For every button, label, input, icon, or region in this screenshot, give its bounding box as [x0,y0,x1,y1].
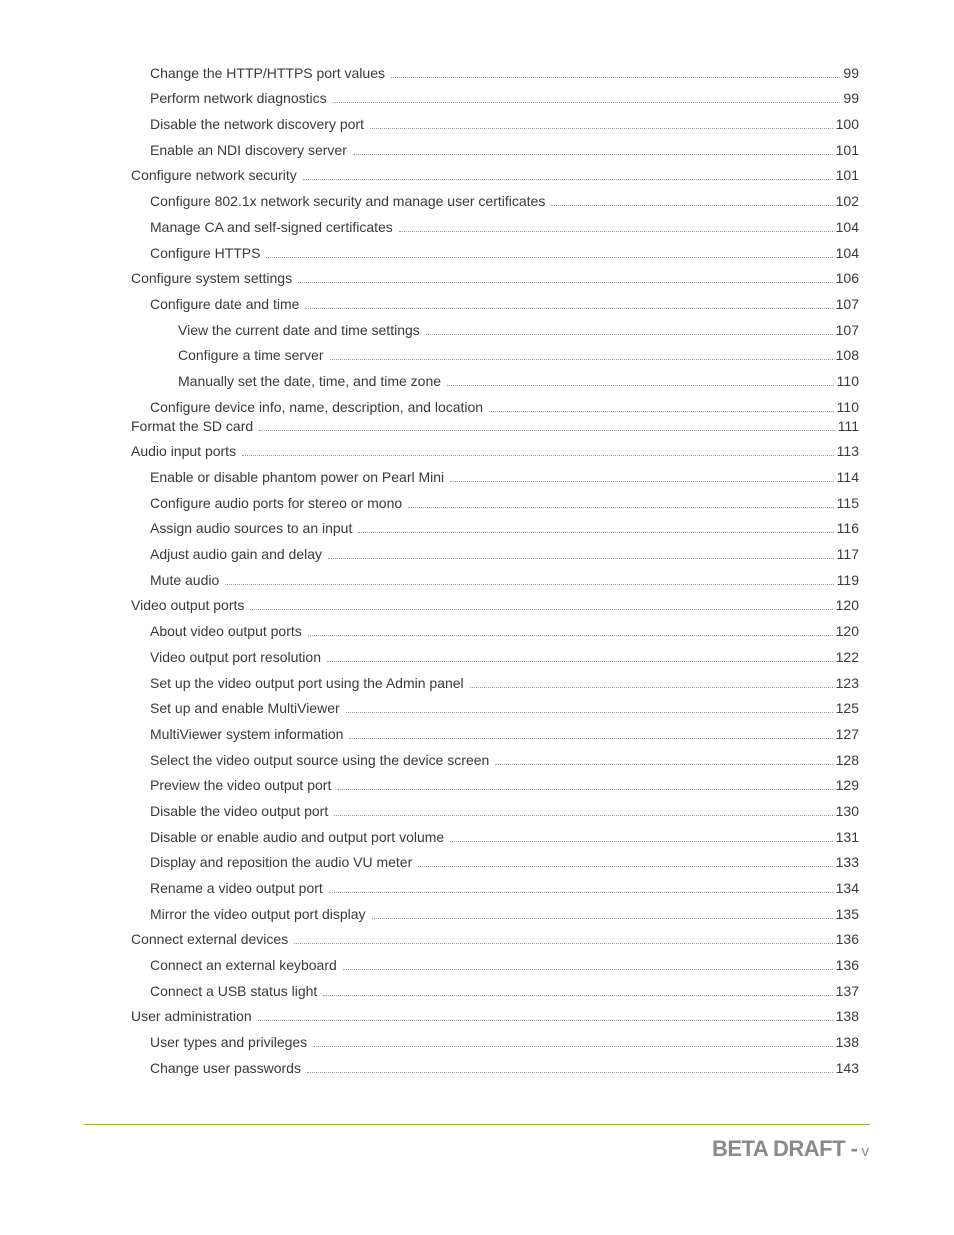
toc-entry-title: Configure a time server [178,347,324,364]
draft-label: BETA DRAFT - [711,1136,858,1161]
toc-link[interactable] [131,167,859,184]
toc-entry[interactable] [131,769,859,795]
toc-entry[interactable] [131,416,859,435]
toc-entry-title: Disable the video output port [150,802,329,819]
toc-entry-page-number: 111 [837,417,859,434]
toc-entry[interactable] [131,339,859,365]
toc-entry[interactable] [131,512,859,538]
toc-link[interactable] [150,1060,859,1077]
toc-dot-leader [327,660,833,662]
toc-dot-leader [450,840,832,842]
toc-entry[interactable] [131,897,859,923]
toc-link[interactable] [150,65,859,82]
toc-link[interactable] [150,700,859,717]
toc-entry-title: Display and reposition the audio VU meter [150,854,413,871]
toc-entry-title: Connect external devices [131,931,289,948]
toc-entry[interactable] [131,56,859,82]
toc-dot-leader [294,942,832,944]
toc-entry-page-number: 130 [835,802,859,819]
toc-entry[interactable] [131,820,859,846]
toc-entry-title: Configure system settings [131,270,293,287]
toc-link[interactable] [150,546,859,563]
toc-link[interactable] [150,469,859,486]
toc-entry-page-number: 135 [835,905,859,922]
toc-link[interactable] [150,983,859,1000]
toc-link[interactable] [150,829,859,846]
toc-entry[interactable] [131,794,859,820]
toc-entry-page-number: 131 [835,828,859,845]
toc-entry-title: MultiViewer system information [150,725,344,742]
toc-entry[interactable] [131,846,859,872]
toc-link[interactable] [131,597,859,614]
toc-entry[interactable] [131,184,859,210]
toc-link[interactable] [150,520,859,537]
toc-entry-page-number: 143 [835,1059,859,1076]
toc-dot-leader [495,763,832,765]
toc-entry-title: Set up and enable MultiViewer [150,700,340,717]
toc-entry[interactable] [131,390,859,416]
toc-dot-leader [426,333,833,335]
toc-entry[interactable] [131,486,859,512]
toc-entry-page-number: 102 [835,193,859,210]
toc-link[interactable] [150,142,859,159]
toc-entry[interactable] [131,262,859,288]
toc-entry-title: Enable or disable phantom power on Pearl Mini [150,469,445,485]
toc-entry-title: Change user passwords [150,1059,301,1076]
toc-dot-leader [305,307,832,309]
toc-entry-page-number: 110 [836,398,859,415]
toc-link[interactable] [178,322,859,339]
toc-link[interactable] [150,649,859,666]
toc-entry[interactable] [131,460,859,486]
toc-entry-title: User administration [131,1008,252,1025]
toc-entry[interactable] [131,563,859,589]
toc-entry-title: Rename a video output port [150,880,323,896]
toc-dot-leader [307,1071,833,1073]
toc-link[interactable] [150,880,859,897]
toc-entry-page-number: 107 [835,321,859,338]
toc-dot-leader [370,127,833,129]
toc-link[interactable] [150,219,859,236]
toc-entry[interactable] [131,133,859,159]
toc-dot-leader [259,429,835,431]
toc-entry[interactable] [131,82,859,108]
toc-link[interactable] [131,443,859,460]
toc-entry-page-number: 104 [835,244,859,261]
toc-entry-title: Disable or enable audio and output port volume [150,828,445,845]
toc-link[interactable] [131,1008,859,1025]
toc-entry-page-number: 129 [835,777,859,794]
toc-entry-title: Mirror the video output port display [150,905,366,922]
toc-entry[interactable] [131,948,859,974]
toc-entry-page-number: 136 [835,931,859,948]
toc-entry-title: Format the SD card [131,417,254,434]
toc-link[interactable] [150,777,859,794]
toc-entry-page-number: 113 [836,443,859,460]
toc-entry-page-number: 115 [836,494,859,511]
toc-dot-leader [408,506,834,508]
toc-entry[interactable] [131,287,859,313]
toc-dot-leader [418,865,832,867]
toc-dot-leader [372,917,833,919]
toc-entry-page-number: 120 [835,623,859,640]
toc-entry[interactable] [131,923,859,949]
toc-entry[interactable] [131,107,859,133]
toc-dot-leader [313,1045,832,1047]
toc-dot-leader [551,204,832,206]
toc-entry[interactable] [131,537,859,563]
toc-entry-title: Mute audio [150,571,220,588]
toc-dot-leader [333,101,841,103]
footer [712,1136,869,1162]
toc-entry-page-number: 137 [835,982,859,999]
toc-entry-title: Enable an NDI discovery server [150,141,347,158]
toc-link[interactable] [150,752,859,769]
toc-entry-page-number: 119 [836,571,859,588]
toc-link[interactable] [178,373,859,390]
toc-entry[interactable] [131,743,859,769]
toc-entry-title: Manually set the date, time, and time zone [178,372,442,389]
toc-entry-page-number: 101 [835,167,859,184]
toc-entry-title: Configure HTTPS [150,244,261,261]
toc-link[interactable] [150,245,859,262]
toc-entry[interactable] [131,435,859,461]
toc-entry-page-number: 127 [835,725,859,742]
toc-link[interactable] [150,116,859,133]
toc-link[interactable] [150,90,859,107]
toc-entry-page-number: 101 [835,141,859,158]
toc-dot-leader [266,256,832,258]
toc-dot-leader [470,686,833,688]
toc-entry-title: About video output ports [150,623,302,640]
toc-link[interactable] [150,906,859,923]
toc-entry-page-number: 134 [835,880,859,896]
toc-entry-page-number: 100 [835,116,859,133]
toc-entry-title: Perform network diagnostics [150,90,327,107]
toc-entry-title: Audio input ports [131,443,237,460]
toc-link[interactable] [150,803,859,820]
toc-entry-page-number: 125 [835,700,859,717]
toc-entry-title: Set up the video output port using the Admin panel [150,674,464,691]
toc-dot-leader [399,230,833,232]
toc-entry-page-number: 108 [835,347,859,364]
toc-entry[interactable] [131,159,859,185]
toc-entry-title: User types and privileges [150,1034,308,1051]
toc-link[interactable] [150,399,859,416]
toc-entry[interactable] [131,236,859,262]
toc-dot-leader [353,153,833,155]
toc-entry[interactable] [131,871,859,897]
toc-dot-leader [391,76,840,78]
toc-entry[interactable] [131,313,859,339]
table-of-contents [131,56,859,1077]
toc-entry-page-number: 110 [836,372,859,389]
toc-link[interactable] [150,854,859,871]
page-number: v [861,1143,869,1160]
toc-entry-title: Manage CA and self-signed certificates [150,218,393,235]
toc-entry-title: Preview the video output port [150,777,332,794]
toc-entry-title: Configure network security [131,167,297,184]
toc-dot-leader [450,480,834,482]
toc-entry[interactable] [131,666,859,692]
toc-entry-page-number: 116 [836,520,859,537]
toc-link[interactable] [150,1034,859,1051]
toc-entry-title: Video output ports [131,597,245,614]
toc-dot-leader [250,608,832,610]
toc-link[interactable] [131,418,859,435]
toc-entry[interactable] [131,1051,859,1077]
toc-link[interactable] [150,957,859,974]
toc-dot-leader [298,281,833,283]
toc-entry[interactable] [131,364,859,390]
toc-link[interactable] [131,270,859,287]
toc-entry-page-number: 114 [836,469,859,485]
toc-entry-title: Video output port resolution [150,648,321,665]
toc-dot-leader [303,178,833,180]
toc-entry-title: View the current date and time settings [178,321,420,338]
toc-dot-leader [334,814,832,816]
toc-entry[interactable] [131,974,859,1000]
toc-link[interactable] [150,296,859,313]
toc-link[interactable] [178,347,859,364]
toc-link[interactable] [131,931,859,948]
toc-dot-leader [329,891,833,893]
toc-entry-title: Configure 802.1x network security and manage user certificates [150,193,546,210]
toc-entry-page-number: 138 [835,1008,859,1025]
toc-entry-page-number: 133 [835,854,859,871]
toc-entry-title: Configure device info, name, description, and location [150,398,484,415]
toc-dot-leader [447,384,834,386]
toc-dot-leader [330,358,833,360]
toc-entry-page-number: 120 [835,597,859,614]
toc-dot-leader [346,711,833,713]
toc-entry-title: Change the HTTP/HTTPS port values [150,64,385,81]
toc-link[interactable] [150,675,859,692]
toc-link[interactable] [150,193,859,210]
toc-entry-page-number: 107 [835,295,859,312]
toc-dot-leader [349,737,832,739]
toc-entry[interactable] [131,692,859,718]
toc-entry[interactable] [131,1025,859,1051]
toc-entry-page-number: 123 [835,674,859,691]
toc-dot-leader [328,557,834,559]
toc-entry[interactable] [131,640,859,666]
toc-dot-leader [358,531,833,533]
toc-dot-leader [343,968,833,970]
toc-dot-leader [323,994,832,996]
toc-entry-title: Assign audio sources to an input [150,520,353,537]
toc-entry-page-number: 104 [835,218,859,235]
toc-entry-title: Disable the network discovery port [150,116,364,133]
toc-entry-title: Connect an external keyboard [150,957,337,974]
toc-entry[interactable] [131,1000,859,1026]
toc-link[interactable] [150,495,859,512]
toc-entry-title: Adjust audio gain and delay [150,546,323,563]
toc-dot-leader [489,410,834,412]
toc-entry-title: Configure date and time [150,295,300,312]
toc-dot-leader [258,1019,833,1021]
footer-divider [84,1124,870,1125]
toc-entry-page-number: 106 [835,270,859,287]
toc-dot-leader [242,454,834,456]
toc-entry-page-number: 122 [835,648,859,665]
toc-link[interactable] [150,726,859,743]
toc-link[interactable] [150,623,859,640]
toc-dot-leader [225,583,833,585]
toc-entry[interactable] [131,614,859,640]
toc-entry[interactable] [131,717,859,743]
toc-entry-title: Select the video output source using the device screen [150,751,490,768]
toc-entry-page-number: 99 [843,64,859,81]
toc-entry[interactable] [131,210,859,236]
toc-entry-title: Configure audio ports for stereo or mono [150,494,403,511]
toc-dot-leader [308,634,833,636]
toc-entry-title: Connect a USB status light [150,982,318,999]
toc-entry-page-number: 128 [835,751,859,768]
toc-entry[interactable] [131,589,859,615]
toc-dot-leader [337,788,832,790]
toc-entry-page-number: 99 [843,90,859,107]
toc-entry-page-number: 117 [836,546,859,563]
toc-entry-page-number: 136 [835,957,859,974]
toc-link[interactable] [150,572,859,589]
toc-entry-page-number: 138 [835,1034,859,1051]
